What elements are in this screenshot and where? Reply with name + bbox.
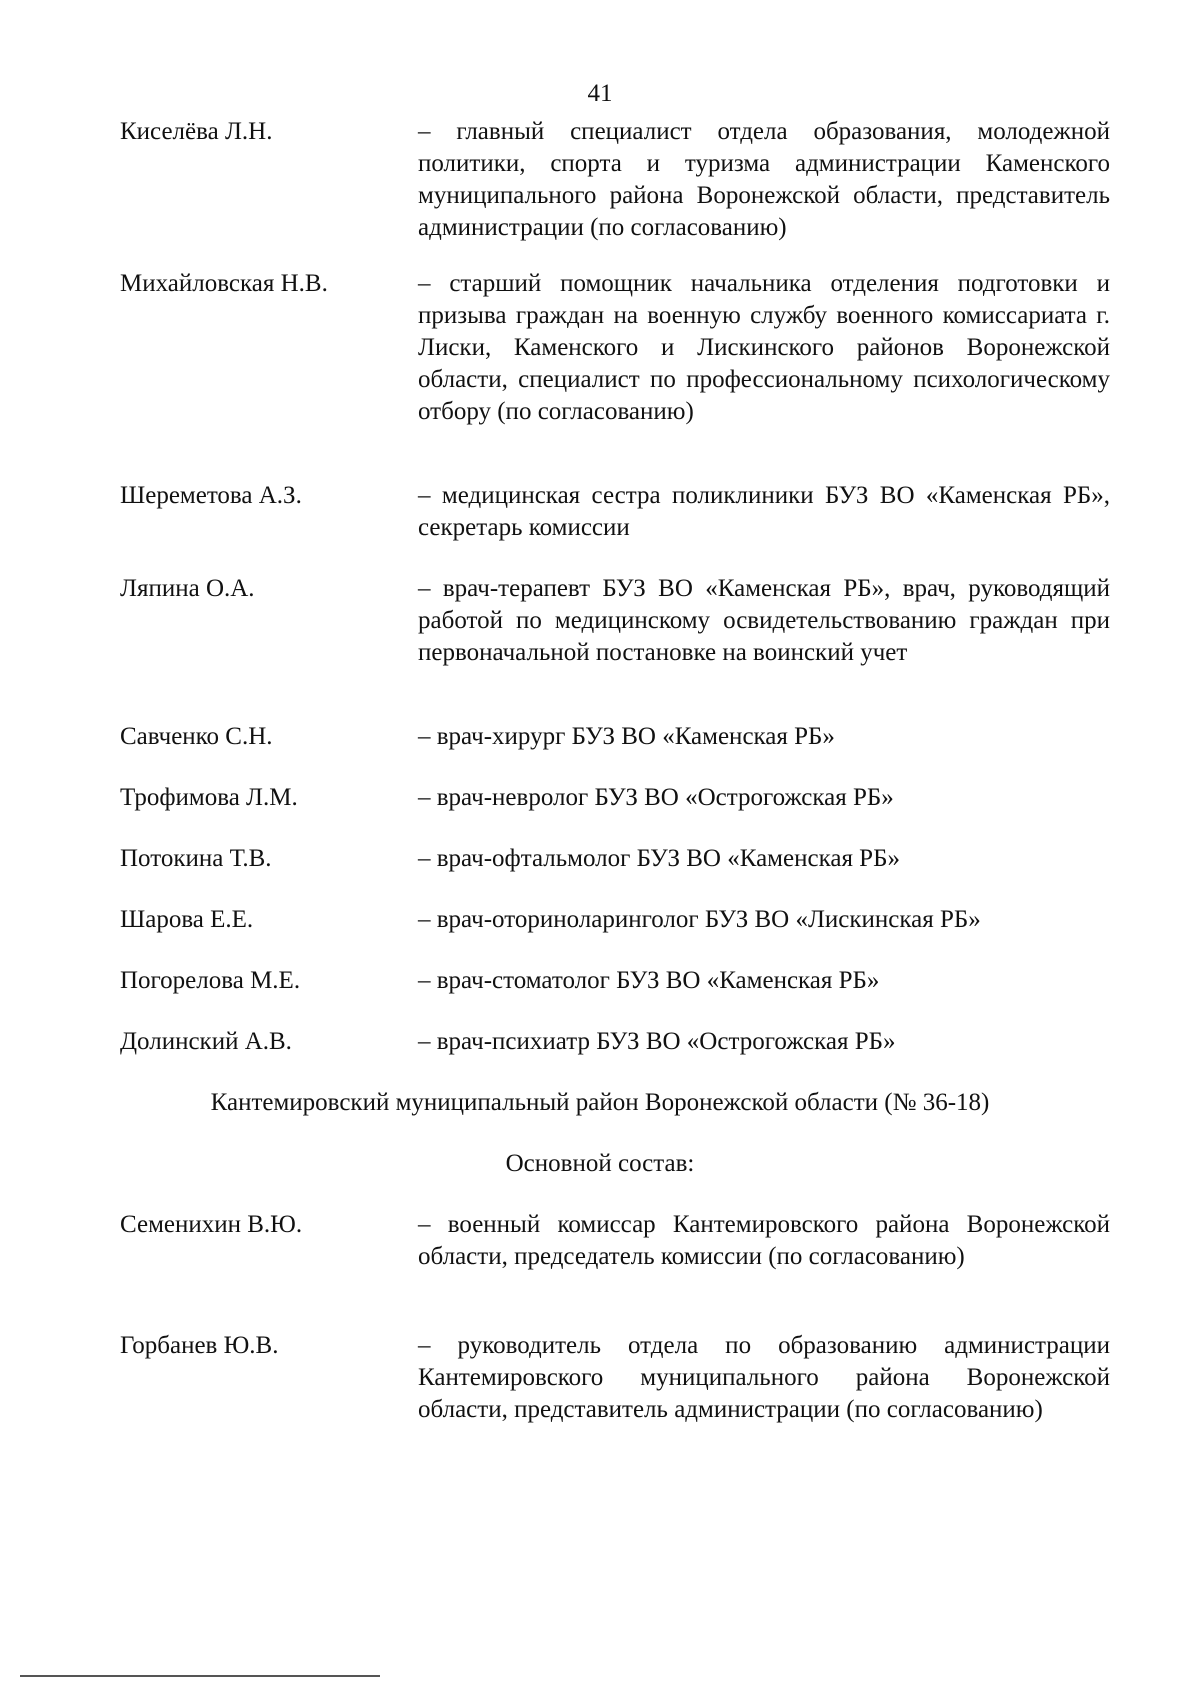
footer-divider <box>20 1675 380 1677</box>
member-role: – врач-оториноларинголог БУЗ ВО «Лискинская РБ» <box>418 906 981 933</box>
member-name: Потокина Т.В. <box>120 845 272 872</box>
member-role: – врач-невролог БУЗ ВО «Острогожская РБ» <box>418 784 894 811</box>
member-name: Шереметова А.З. <box>120 482 302 509</box>
member-name: Ляпина О.А. <box>120 575 255 602</box>
member-role: – врач-терапевт БУЗ ВО «Каменская РБ», врач, руководящий работой по медицинскому освидетельствованию граждан при первоначальной постановке на воинский учет <box>418 575 1110 666</box>
member-role: – старший помощник начальника отделения подготовки и призыва граждан на военную службу военного комиссариата г. Лиски, Каменского и Лискинского районов Воронежской области, специалист по профессиональному психологическому отбору (по согласованию) <box>418 270 1110 425</box>
member-role: – главный специалист отдела образования, молодежной политики, спорта и туризма администрации Каменского муниципального района Воронежской области, представитель администрации (по согласованию) <box>418 118 1110 241</box>
member-name: Погорелова М.Е. <box>120 967 301 994</box>
member-role: – врач-хирург БУЗ ВО «Каменская РБ» <box>418 723 835 750</box>
member-role: – военный комиссар Кантемировского района Воронежской области, председатель комиссии (по согласованию) <box>418 1211 1110 1270</box>
composition-heading: Основной состав: <box>505 1150 695 1177</box>
member-role: – медицинская сестра поликлиники БУЗ ВО «Каменская РБ», секретарь комиссии <box>418 482 1110 541</box>
member-name: Трофимова Л.М. <box>120 784 298 811</box>
member-role: – врач-стоматолог БУЗ ВО «Каменская РБ» <box>418 967 880 994</box>
member-name: Семенихин В.Ю. <box>120 1211 303 1238</box>
member-name: Шарова Е.Е. <box>120 906 254 933</box>
member-name: Киселёва Л.Н. <box>120 118 273 145</box>
member-name: Савченко С.Н. <box>120 723 273 750</box>
district-heading: Кантемировский муниципальный район Воронежской области (№ 36-18) <box>210 1089 990 1116</box>
member-role: – врач-офтальмолог БУЗ ВО «Каменская РБ» <box>418 845 900 872</box>
member-role: – руководитель отдела по образованию администрации Кантемировского муниципального района Воронежской области, представитель администрации (по согласованию) <box>418 1332 1110 1423</box>
member-role: – врач-психиатр БУЗ ВО «Острогожская РБ» <box>418 1028 896 1055</box>
member-name: Горбанев Ю.В. <box>120 1332 279 1359</box>
member-name: Михайловская Н.В. <box>120 270 328 297</box>
member-name: Долинский А.В. <box>120 1028 292 1055</box>
page-number: 41 <box>587 80 613 107</box>
